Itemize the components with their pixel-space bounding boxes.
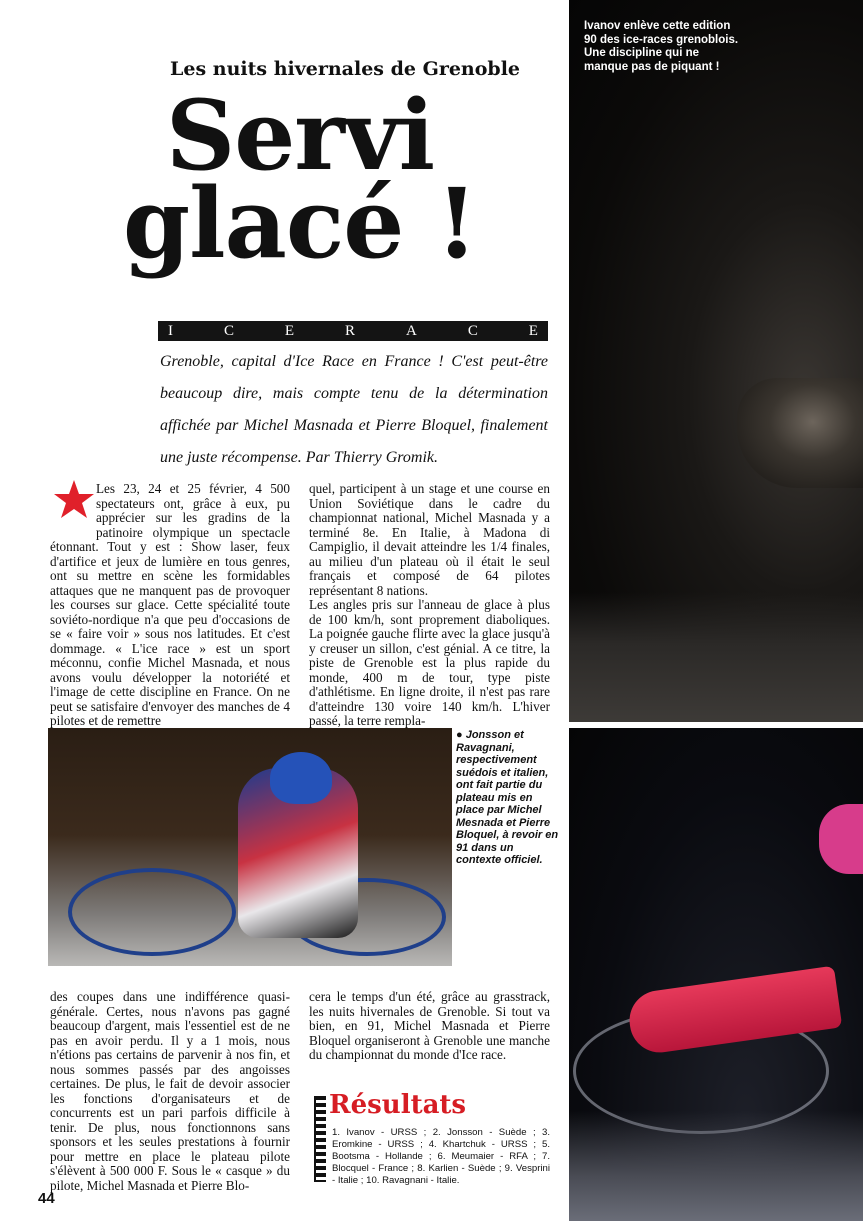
caption-bullet: ●	[456, 729, 463, 741]
photo-ice-surface	[569, 1111, 863, 1221]
photo-motorcycle-detail	[737, 378, 863, 488]
results-decorative-bar	[314, 1096, 326, 1182]
lede: Grenoble, capital d'Ice Race en France ! C'est peut-être beaucoup dire, mais compte tenu de la détermination affichée par Michel Masnada et Pierre Bloquel, finalement une juste récompense. Par Thierry Gromik.	[160, 353, 548, 466]
rubric-letter: R	[345, 322, 356, 339]
rubric-letter: C	[467, 322, 478, 339]
caption-top-right: Ivanov enlève cette edition 90 des ice-races grenoblois. Une discipline qui ne manque pas de piquant !	[584, 20, 739, 73]
body-paragraph: quel, participent à un stage et une course en Union Soviétique dans le cadre du championnat national, Michel Masnada y a terminé 8e. En Italie, à Madona di Campiglio, il devait atteindre les 1/4 finales, au milieu d'un plateau où il était le seul français et composé de 64 pilotes représentant 8 nations.	[309, 481, 550, 598]
headline	[70, 79, 530, 280]
body-paragraph: Les angles pris sur l'anneau de glace à plus de 100 km/h, sont proprement diaboliques. La poignée gauche flirte avec la glace jusqu'à y creuser un sillon, c'est génial. A ce titre, la piste de Grenoble est la plus rapide du monde, 400 m de tour, type piste d'athlétisme. En ligne droite, il n'est pas rare d'atteindre 130 voire 140 km/h. L'hiver passé, la terre rempla-	[309, 597, 550, 728]
rubric-banner	[158, 321, 548, 341]
photo-helmet	[819, 804, 863, 874]
page-number: 44	[38, 1190, 55, 1207]
rubric-letter: E	[528, 322, 538, 339]
caption-rider	[456, 729, 561, 867]
photo-ice-surface	[569, 592, 863, 722]
rubric-letter: E	[284, 322, 295, 339]
rubric-letter: C	[223, 322, 234, 339]
caption-rider-text: Jonsson et Ravagnani, respectivement suédois et italien, ont fait partie du plateau mis en place par Michel Mesnada et Pierre Bloquel, à revoir en 91 dans un contexte officiel.	[456, 729, 559, 866]
photo-bike-wheel	[68, 868, 236, 956]
results-title: Résultats	[329, 1090, 467, 1120]
photo-red-motorcycle	[569, 728, 863, 1221]
results-list: 1. Ivanov - URSS ; 2. Jonsson - Suède ; 3. Eromkine - URSS ; 4. Khartchuk - URSS ; 5. Bootsma - Hollande ; 6. Meumaier - RFA ; 7. Blocquel - France ; 8. Karlien - Suède ; 9. Vesprini - Italie ; 10. Ravagnani - Italie.	[332, 1127, 550, 1186]
photo-helmet	[270, 752, 332, 804]
body-column-1-top: Les 23, 24 et 25 février, 4 500 spectateurs ont, grâce à eux, pu apprécier sur les gradins de la patinoire olympique un spectacle étonnant. Tout y est : Show laser, feux d'artifice et jeux de lumière en tous genres, ont su mettre en scène les formidables attaques que ne manquent pas de provoquer les courses sur glace. Cette spécialité toute soviéto-nordique n'a que peu d'occasions de se « faire voir » sous nos latitudes. Et c'est dommage. « L'ice race » est un sport méconnu, confie Michel Masnada, et nous avons voulu développer la notoriété et l'image de cette discipline en France. On ne peut se satisfaire d'envoyer des manches de 4 pilotes et de remettre	[50, 481, 290, 728]
body-column-1-bottom: des coupes dans une indifférence quasi-générale. Certes, nous n'avons pas gagné beaucoup d'argent, mais l'essentiel est de ne pas en avoir perdu. Il y a 1 mois, nous n'étions pas certains de parvenir à nos fin, et nous sommes passés par des angoisses certaines. De plus, le fait de devoir associer les fonctions d'organisateurs et de concurrents est un pari parfois difficile à tenir. De plus, nous fonctionnons sans sponsors et les seules prestations à fournir pour mettre en place le plateau pilote s'élèvent à 500 000 F. Sous le « casque » du pilote, Michel Masnada et Pierre Blo-	[50, 989, 290, 1193]
body-column-2-bottom: cera le temps d'un été, grâce au grasstrack, les nuits hivernales de Grenoble. Si tout va bien, en 91, Michel Masnada et Pierre Bloquel organiseront à Grenoble une manche du championnat du monde d'Ice race.	[309, 989, 550, 1062]
headline-line-1: Servi	[165, 79, 435, 192]
rubric-letter: I	[168, 322, 173, 339]
photo-ice-race-night	[569, 0, 863, 722]
kicker: Les nuits hivernales de Grenoble	[170, 58, 520, 80]
rubric-letter: A	[406, 322, 417, 339]
body-column-2-top	[309, 482, 550, 729]
headline-line-2: glacé !	[123, 167, 477, 280]
photo-riders-jonsson-ravagnani	[48, 728, 452, 966]
